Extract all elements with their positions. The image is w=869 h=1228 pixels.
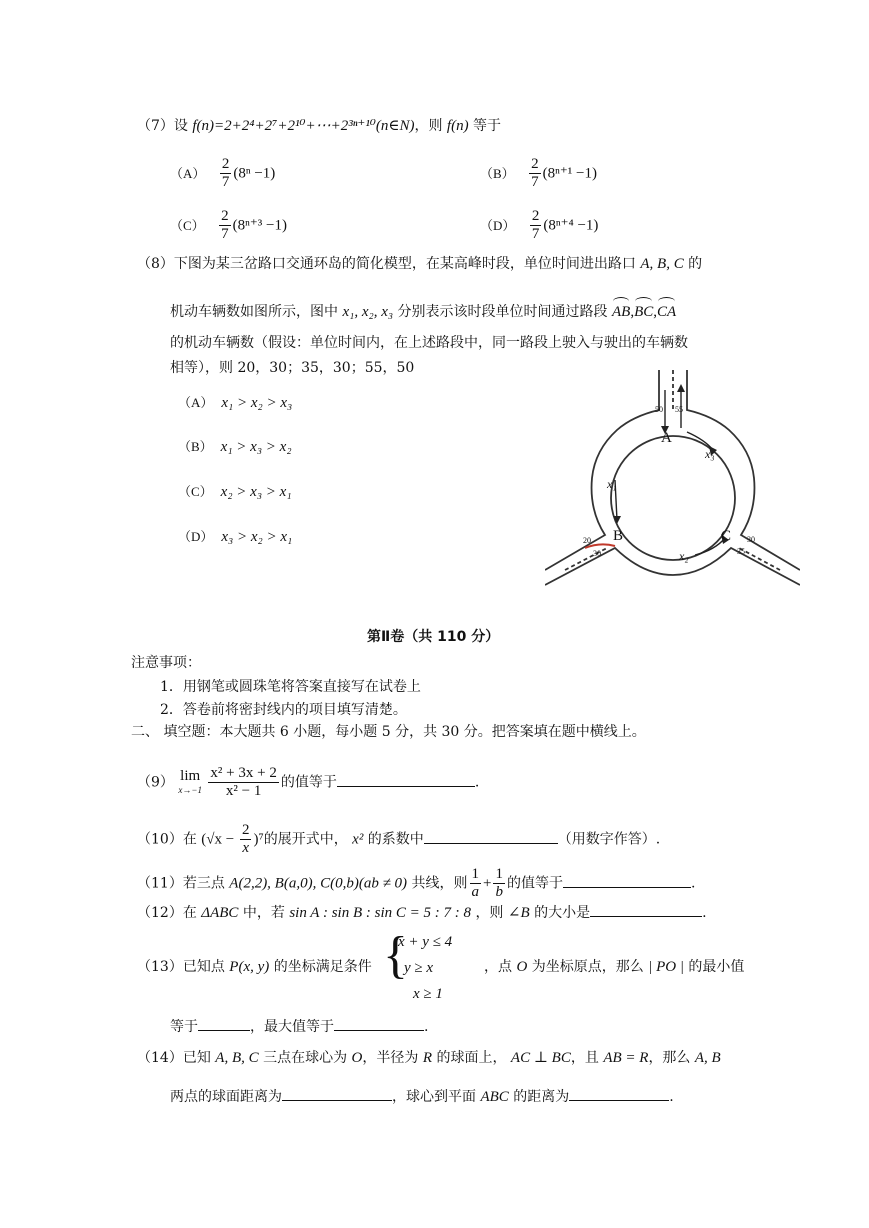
q10-text-d: （用数字作答）. xyxy=(557,831,661,848)
q8-line2-text: 机动车辆数如图所示，图中 xyxy=(170,304,338,320)
q13-origin: O xyxy=(516,959,528,975)
section-heading: 二、 填空题：本大题共 6 小题，每小题 5 分，共 30 分。把答案填在题中横线上。 xyxy=(131,724,646,740)
q14-line2-text: 两点的球面距离为 xyxy=(170,1089,282,1105)
q14-line2-text-c: 的距离为 xyxy=(513,1089,570,1105)
q14-plane: ABC xyxy=(480,1089,509,1105)
q14-line1 xyxy=(137,1048,721,1068)
left-in-value: 20 xyxy=(583,536,591,545)
q9-text: 的值等于 xyxy=(280,774,337,791)
q14-end: . xyxy=(669,1089,674,1105)
q13-text-b: 的坐标满足条件 xyxy=(273,959,372,975)
q13-brace: { xyxy=(383,927,408,984)
q11-plus: + xyxy=(483,875,492,892)
notice-item-2: 2．答卷前将密封线内的项目填写清楚。 xyxy=(160,702,407,718)
x2-label: x₂ xyxy=(679,549,689,563)
q11-text: 若三点 xyxy=(182,875,225,892)
q13-condition-1: x + y ≤ 4 xyxy=(398,934,453,950)
q11-number: （11） xyxy=(137,875,183,892)
q8-option-expr: x₁ > x₂ > x₃ xyxy=(221,395,293,411)
q8-option-label: （C） xyxy=(178,484,213,499)
q10-text-b: 的展开式中， xyxy=(263,831,348,848)
q14-center-distance-blank[interactable] xyxy=(569,1086,669,1101)
q8-option-expr: x₃ > x₂ > x₁ xyxy=(221,529,293,545)
q7-option-c-frac xyxy=(219,208,231,243)
q12-end: . xyxy=(702,905,707,921)
q12-text-c: ，则 xyxy=(475,905,504,921)
frac-den: b xyxy=(495,884,503,900)
q14-perp: AC ⊥ BC xyxy=(510,1050,571,1066)
q13-text-c: ，点 xyxy=(484,959,512,975)
q7-option-d xyxy=(480,208,598,243)
q14-eq: AB = R xyxy=(603,1050,649,1066)
q9-limit xyxy=(178,769,202,797)
q8-line4: 相等），则 20，30；35，30；55，50 xyxy=(170,360,415,376)
q10 xyxy=(137,822,660,857)
x1-label: x₁ xyxy=(607,477,617,491)
node-c-label: C xyxy=(721,528,732,544)
q13-number: （13） xyxy=(137,959,183,975)
q7-text: 设 xyxy=(173,118,188,134)
q8-option-label: （B） xyxy=(178,439,213,454)
top-out-value: 55 xyxy=(675,405,683,414)
q12-text-b: 中，若 xyxy=(242,905,285,921)
q11-end: . xyxy=(690,875,696,892)
frac-den: 7 xyxy=(221,226,229,242)
q10-term: x² xyxy=(352,831,364,848)
q14-text: 已知 xyxy=(182,1050,211,1066)
q9-end: . xyxy=(474,774,480,791)
q9 xyxy=(137,765,479,800)
q8-line1-text: 下图为某三岔路口交通环岛的简化模型，在某高峰时段，单位时间进出路口 xyxy=(173,256,636,272)
frac-den: 7 xyxy=(531,226,540,242)
frac-den: x xyxy=(242,840,250,856)
q8-line2: 机动车辆数如图所示，图中 x₁, x₂, x₃ 分别表示该时段单位时间通过路段 AB,BC,CA xyxy=(170,304,677,320)
q13-po: | PO | xyxy=(648,959,684,975)
roundabout-roads xyxy=(545,370,800,585)
q9-fraction xyxy=(208,765,278,800)
q7-option-b-frac xyxy=(529,156,541,191)
q12-angle: ∠B xyxy=(507,905,530,921)
q13-text-e: 的最小值 xyxy=(688,959,745,975)
q7-text-c: 等于 xyxy=(473,118,502,134)
q12-number: （12） xyxy=(137,905,183,921)
q10-expr-end: )⁷ xyxy=(253,831,264,848)
q8-option-expr: x₁ > x₃ > x₂ xyxy=(220,439,292,455)
q14-text-e: ，且 xyxy=(570,1050,599,1066)
q7-stem xyxy=(137,116,501,136)
q13-point: P(x, y) xyxy=(229,959,270,975)
q7-option-a-expr: (8ⁿ −1) xyxy=(233,165,276,182)
q7-number: （7） xyxy=(137,118,174,134)
q8-arc-ab: AB xyxy=(611,304,631,320)
q7-option-a-label: （A） xyxy=(170,165,206,181)
q13-line1-tail xyxy=(484,957,744,977)
frac-num: 1 xyxy=(495,866,503,882)
right-divider xyxy=(739,548,780,570)
q11-text-c: 的值等于 xyxy=(506,875,563,892)
q12-text: 在 xyxy=(182,905,197,921)
q14-text-b: 三点在球心为 xyxy=(263,1050,348,1066)
frac-num: 2 xyxy=(531,208,540,224)
q10-expr: (√x − xyxy=(201,831,238,848)
q13-condition-3: x ≥ 1 xyxy=(413,986,443,1002)
q14-points: A, B, C xyxy=(215,1050,259,1066)
q7-fn: f(n) xyxy=(446,118,469,134)
q13-text: 已知点 xyxy=(182,959,225,975)
q13-max-blank[interactable] xyxy=(334,1016,424,1031)
q10-frac xyxy=(240,822,252,857)
frac-den: a xyxy=(471,884,480,900)
q14-distance-blank[interactable] xyxy=(282,1086,392,1101)
q12-text-d: 的大小是 xyxy=(534,905,591,921)
q8-number: （8） xyxy=(137,256,174,272)
q13-line2-text-b: ，最大值等于 xyxy=(250,1019,334,1035)
right-out-value: 35 xyxy=(737,547,745,556)
q12-answer-blank[interactable] xyxy=(590,902,702,917)
q13-line2-text: 等于 xyxy=(170,1019,198,1035)
q11-frac-a xyxy=(470,866,482,901)
q8-option-label: （A） xyxy=(178,395,214,410)
roundabout-diagram xyxy=(545,370,800,595)
q10-answer-blank[interactable] xyxy=(424,829,558,844)
diagram-labels xyxy=(583,405,755,563)
q12 xyxy=(137,902,707,923)
q8-line1-math: A, B, C xyxy=(640,256,684,272)
q11 xyxy=(137,866,695,901)
q11-frac-b xyxy=(493,866,505,901)
q14-line2 xyxy=(170,1086,674,1107)
q8-line1-end: 的 xyxy=(688,256,703,272)
q7-text-b: ，则 xyxy=(414,118,443,134)
q7-option-b xyxy=(480,156,597,191)
frac-num: 2 xyxy=(221,156,230,172)
q11-answer-blank[interactable] xyxy=(563,873,691,888)
q14-text-c: ，半径为 xyxy=(362,1050,419,1066)
q9-number: （9） xyxy=(137,774,174,791)
q14-line2-text-b: ，球心到平面 xyxy=(392,1089,476,1105)
q14-number: （14） xyxy=(137,1050,183,1066)
q8-line3: 的机动车辆数（假设：单位时间内，在上述路段中，同一路段上驶入与驶出的车辆数 xyxy=(170,335,688,351)
q7-option-d-frac xyxy=(530,208,542,243)
right-in-value: 30 xyxy=(747,535,755,544)
node-b-label: B xyxy=(613,528,624,544)
frac-num: 2 xyxy=(241,822,250,838)
road-edge-upper-right xyxy=(687,370,800,570)
frac-den: 7 xyxy=(221,174,230,190)
q11-points: A(2,2), B(a,0), C(0,b)(ab ≠ 0) xyxy=(229,875,408,892)
q7-option-c xyxy=(170,208,287,243)
q8-option-c xyxy=(178,482,292,502)
frac-num: 1 xyxy=(471,866,480,882)
q13-min-blank[interactable] xyxy=(198,1016,250,1031)
q14-radius: R xyxy=(422,1050,432,1066)
q13-end: . xyxy=(424,1019,429,1035)
road-edge-bottom xyxy=(545,548,800,585)
lim-subscript: x→−1 xyxy=(178,784,202,795)
left-out-value: 30 xyxy=(593,549,601,558)
frac-num: 2 xyxy=(221,208,229,224)
notice-item-1: 1．用钢笔或圆珠笔将答案直接写在试卷上 xyxy=(160,679,421,695)
q7-option-b-expr: (8ⁿ⁺¹ −1) xyxy=(542,165,597,182)
q10-text: 在 xyxy=(182,831,197,848)
q7-formula: f(n)=2+2⁴+2⁷+2¹⁰+⋯+2³ⁿ⁺¹⁰(n∈N) xyxy=(192,118,415,134)
q10-number: （10） xyxy=(137,831,183,848)
q14-ab: A, B xyxy=(694,1050,721,1066)
q13-text-d: 为坐标原点，那么 xyxy=(531,959,644,975)
frac-den: x² − 1 xyxy=(225,783,262,799)
q8-option-a xyxy=(178,393,292,413)
q13-condition-2: y ≥ x xyxy=(404,960,434,976)
arrow-heads xyxy=(613,384,732,544)
q7-option-d-label: （D） xyxy=(480,217,516,233)
frac-num: 2 xyxy=(531,156,539,172)
q14-text-f: ，那么 xyxy=(648,1050,691,1066)
inner-island xyxy=(611,436,735,560)
x3-label: x₃ xyxy=(705,447,715,461)
notice-heading: 注意事项： xyxy=(131,655,201,671)
arrowhead xyxy=(677,384,685,392)
q9-answer-blank[interactable] xyxy=(337,772,475,787)
q8-option-label: （D） xyxy=(178,529,214,544)
q12-triangle: ΔABC xyxy=(201,905,239,921)
q8-line2-text-b: 分别表示该时段单位时间通过路段 xyxy=(397,304,608,320)
q8-option-expr: x₂ > x₃ > x₁ xyxy=(220,484,292,500)
q7-option-d-expr: (8ⁿ⁺⁴ −1) xyxy=(543,217,599,234)
q13-line1 xyxy=(137,957,372,977)
q10-text-c: 的系数中 xyxy=(367,831,424,848)
q7-option-c-expr: (8ⁿ⁺³ −1) xyxy=(232,217,287,234)
road-edge-upper-left xyxy=(545,370,659,570)
q13-line2 xyxy=(170,1016,428,1037)
q8-option-b xyxy=(178,437,292,457)
q8-arc-ca: CA xyxy=(656,304,677,320)
flow-arrows xyxy=(615,390,725,555)
q7-option-b-label: （B） xyxy=(480,165,515,181)
q7-option-a xyxy=(170,156,275,191)
q14-center: O xyxy=(351,1050,363,1066)
q7-option-c-label: （C） xyxy=(170,217,205,233)
q8-line2-math: x₁, x₂, x₃ xyxy=(342,304,394,320)
frac-den: 7 xyxy=(531,174,539,190)
q11-text-b: 共线，则 xyxy=(411,875,468,892)
q8-line1 xyxy=(137,254,702,274)
frac-num: x² + 3x + 2 xyxy=(210,765,277,781)
q8-option-d xyxy=(178,527,292,547)
q14-text-d: 的球面上， xyxy=(436,1050,507,1066)
q8-arc-bc: BC xyxy=(634,304,654,320)
node-a-label: A xyxy=(661,430,672,446)
top-in-value: 50 xyxy=(655,405,663,414)
q12-ratio: sin A : sin B : sin C = 5 : 7 : 8 xyxy=(289,905,471,921)
part2-title: 第Ⅱ卷（共 110 分） xyxy=(367,629,500,645)
q7-option-a-frac xyxy=(220,156,232,191)
lim-word: lim xyxy=(180,767,201,784)
